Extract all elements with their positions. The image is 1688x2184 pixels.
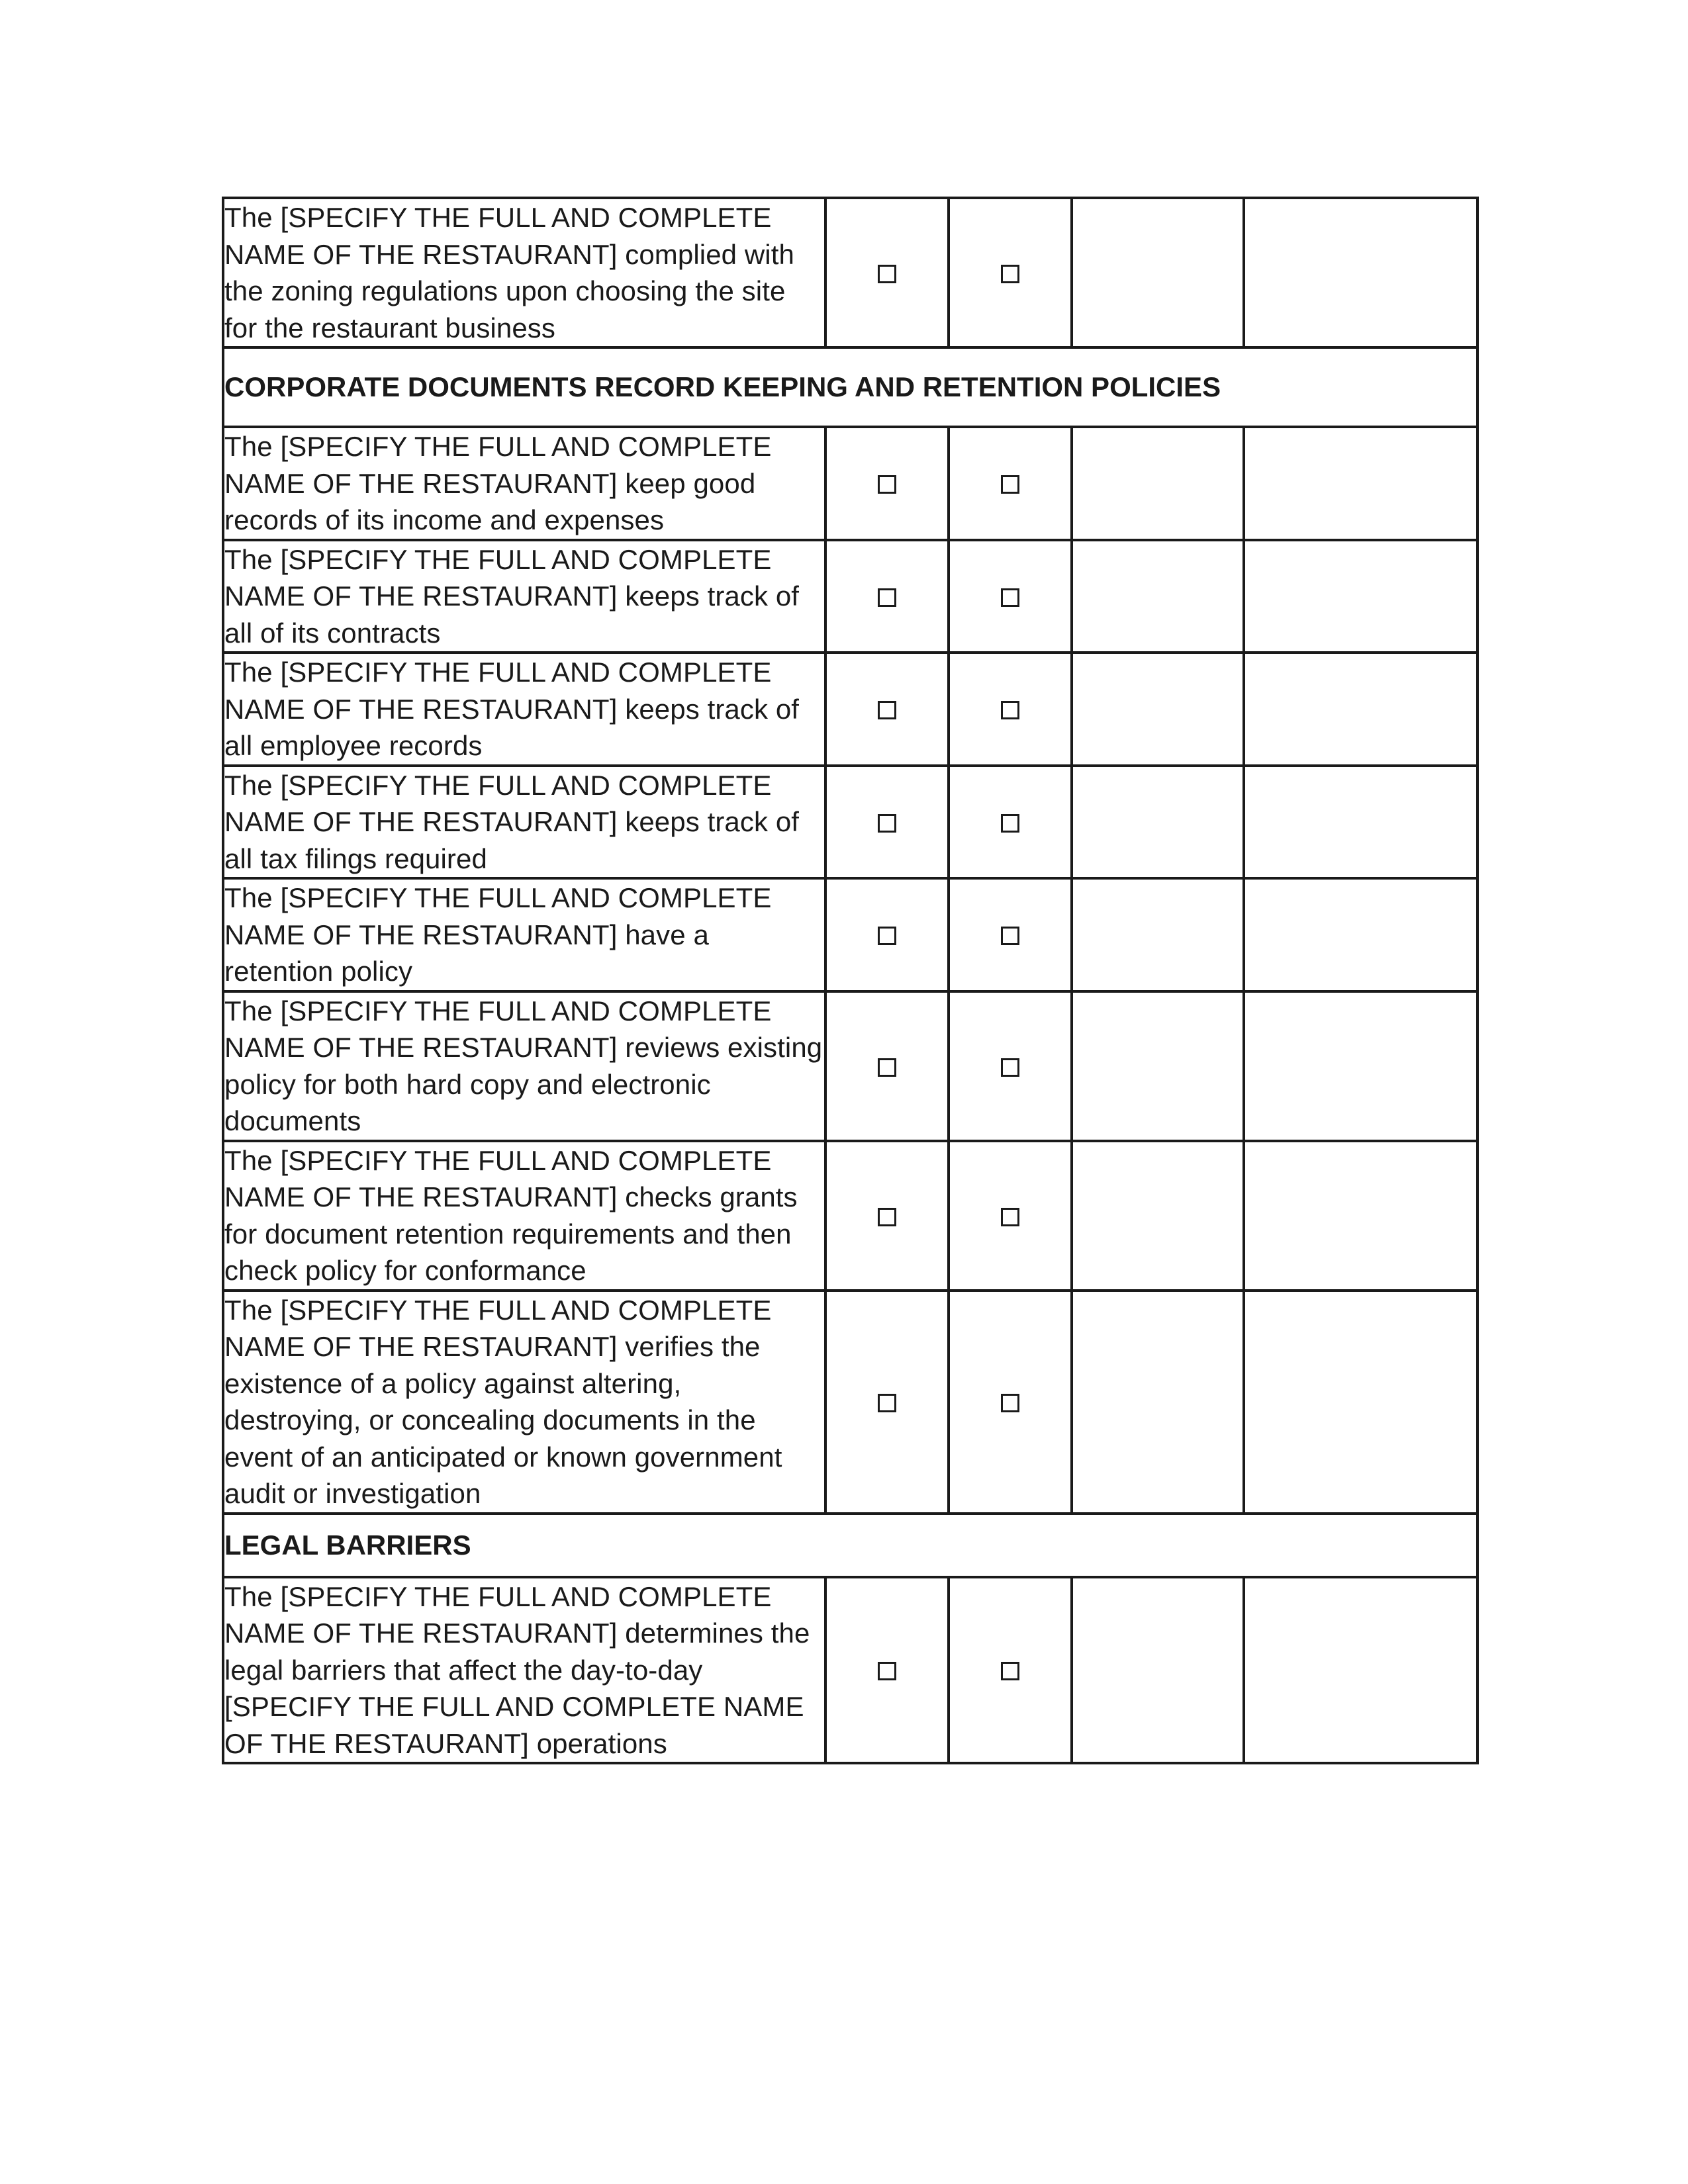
- checklist-row: [223, 427, 1477, 540]
- checklist-row: [223, 991, 1477, 1141]
- no-checkbox-cell[interactable]: [949, 427, 1072, 540]
- yes-checkbox-cell[interactable]: [825, 1291, 949, 1514]
- checklist-row: [223, 540, 1477, 653]
- yes-checkbox-cell[interactable]: [825, 991, 949, 1141]
- no-checkbox[interactable]: [1001, 265, 1019, 283]
- blank-cell-2[interactable]: [1244, 1141, 1477, 1291]
- yes-checkbox[interactable]: [878, 1394, 896, 1412]
- yes-checkbox-cell[interactable]: [825, 878, 949, 991]
- no-checkbox[interactable]: [1001, 927, 1019, 945]
- yes-checkbox-cell[interactable]: [825, 198, 949, 347]
- item-description: The [SPECIFY THE FULL AND COMPLETE NAME OF THE RESTAURANT] verifies the existence of a policy against altering, destroying, or concealing documents in the event of an anticipated or known government audit or investigation: [223, 1291, 825, 1514]
- yes-checkbox-cell[interactable]: [825, 1577, 949, 1764]
- no-checkbox[interactable]: [1001, 475, 1019, 494]
- blank-cell-1[interactable]: [1072, 427, 1244, 540]
- yes-checkbox[interactable]: [878, 1208, 896, 1226]
- section-header-row: [223, 347, 1477, 427]
- no-checkbox[interactable]: [1001, 701, 1019, 719]
- blank-cell-2[interactable]: [1244, 1291, 1477, 1514]
- item-description: The [SPECIFY THE FULL AND COMPLETE NAME OF THE RESTAURANT] checks grants for document retention requirements and then check policy for conformance: [223, 1141, 825, 1291]
- no-checkbox-cell[interactable]: [949, 991, 1072, 1141]
- blank-cell-1[interactable]: [1072, 1577, 1244, 1764]
- no-checkbox[interactable]: [1001, 1394, 1019, 1412]
- no-checkbox-cell[interactable]: [949, 198, 1072, 347]
- checklist-row: [223, 878, 1477, 991]
- item-description: The [SPECIFY THE FULL AND COMPLETE NAME OF THE RESTAURANT] keeps track of all tax filings required: [223, 766, 825, 879]
- yes-checkbox[interactable]: [878, 1662, 896, 1680]
- blank-cell-2[interactable]: [1244, 653, 1477, 766]
- checklist-row: [223, 653, 1477, 766]
- checklist-row: [223, 766, 1477, 879]
- item-description: The [SPECIFY THE FULL AND COMPLETE NAME OF THE RESTAURANT] keeps track of all employee records: [223, 653, 825, 766]
- no-checkbox[interactable]: [1001, 588, 1019, 607]
- blank-cell-1[interactable]: [1072, 198, 1244, 347]
- no-checkbox-cell[interactable]: [949, 878, 1072, 991]
- item-description: The [SPECIFY THE FULL AND COMPLETE NAME OF THE RESTAURANT] keep good records of its income and expenses: [223, 427, 825, 540]
- section-header-corporate-documents: CORPORATE DOCUMENTS RECORD KEEPING AND RETENTION POLICIES: [223, 347, 1477, 427]
- blank-cell-2[interactable]: [1244, 766, 1477, 879]
- blank-cell-2[interactable]: [1244, 991, 1477, 1141]
- no-checkbox[interactable]: [1001, 1058, 1019, 1077]
- item-description: The [SPECIFY THE FULL AND COMPLETE NAME OF THE RESTAURANT] complied with the zoning regulations upon choosing the site for the restaurant business: [223, 198, 825, 347]
- no-checkbox-cell[interactable]: [949, 766, 1072, 879]
- item-description: The [SPECIFY THE FULL AND COMPLETE NAME OF THE RESTAURANT] keeps track of all of its contracts: [223, 540, 825, 653]
- yes-checkbox[interactable]: [878, 927, 896, 945]
- yes-checkbox-cell[interactable]: [825, 427, 949, 540]
- yes-checkbox-cell[interactable]: [825, 766, 949, 879]
- blank-cell-1[interactable]: [1072, 878, 1244, 991]
- yes-checkbox-cell[interactable]: [825, 540, 949, 653]
- checklist-row: [223, 1577, 1477, 1764]
- blank-cell-2[interactable]: [1244, 198, 1477, 347]
- no-checkbox[interactable]: [1001, 1662, 1019, 1680]
- item-description: The [SPECIFY THE FULL AND COMPLETE NAME OF THE RESTAURANT] determines the legal barriers that affect the day-to-day [SPECIFY THE FULL AND COMPLETE NAME OF THE RESTAURANT] operations: [223, 1577, 825, 1764]
- item-description: The [SPECIFY THE FULL AND COMPLETE NAME OF THE RESTAURANT] reviews existing policy for both hard copy and electronic documents: [223, 991, 825, 1141]
- no-checkbox-cell[interactable]: [949, 1577, 1072, 1764]
- yes-checkbox[interactable]: [878, 1058, 896, 1077]
- yes-checkbox[interactable]: [878, 475, 896, 494]
- blank-cell-2[interactable]: [1244, 1577, 1477, 1764]
- no-checkbox[interactable]: [1001, 1208, 1019, 1226]
- checklist-row: [223, 1291, 1477, 1514]
- yes-checkbox-cell[interactable]: [825, 653, 949, 766]
- yes-checkbox[interactable]: [878, 701, 896, 719]
- checklist-row: [223, 1141, 1477, 1291]
- no-checkbox-cell[interactable]: [949, 653, 1072, 766]
- yes-checkbox[interactable]: [878, 265, 896, 283]
- blank-cell-1[interactable]: [1072, 766, 1244, 879]
- checklist-row: [223, 198, 1477, 347]
- blank-cell-2[interactable]: [1244, 427, 1477, 540]
- item-description: The [SPECIFY THE FULL AND COMPLETE NAME OF THE RESTAURANT] have a retention policy: [223, 878, 825, 991]
- blank-cell-1[interactable]: [1072, 1291, 1244, 1514]
- compliance-checklist-table: [222, 197, 1479, 1764]
- yes-checkbox[interactable]: [878, 814, 896, 833]
- yes-checkbox[interactable]: [878, 588, 896, 607]
- blank-cell-1[interactable]: [1072, 1141, 1244, 1291]
- blank-cell-2[interactable]: [1244, 540, 1477, 653]
- no-checkbox-cell[interactable]: [949, 1141, 1072, 1291]
- no-checkbox[interactable]: [1001, 814, 1019, 833]
- blank-cell-1[interactable]: [1072, 991, 1244, 1141]
- yes-checkbox-cell[interactable]: [825, 1141, 949, 1291]
- section-header-legal-barriers: LEGAL BARRIERS: [223, 1514, 1477, 1577]
- no-checkbox-cell[interactable]: [949, 540, 1072, 653]
- no-checkbox-cell[interactable]: [949, 1291, 1072, 1514]
- blank-cell-1[interactable]: [1072, 653, 1244, 766]
- blank-cell-1[interactable]: [1072, 540, 1244, 653]
- section-header-row: [223, 1514, 1477, 1577]
- blank-cell-2[interactable]: [1244, 878, 1477, 991]
